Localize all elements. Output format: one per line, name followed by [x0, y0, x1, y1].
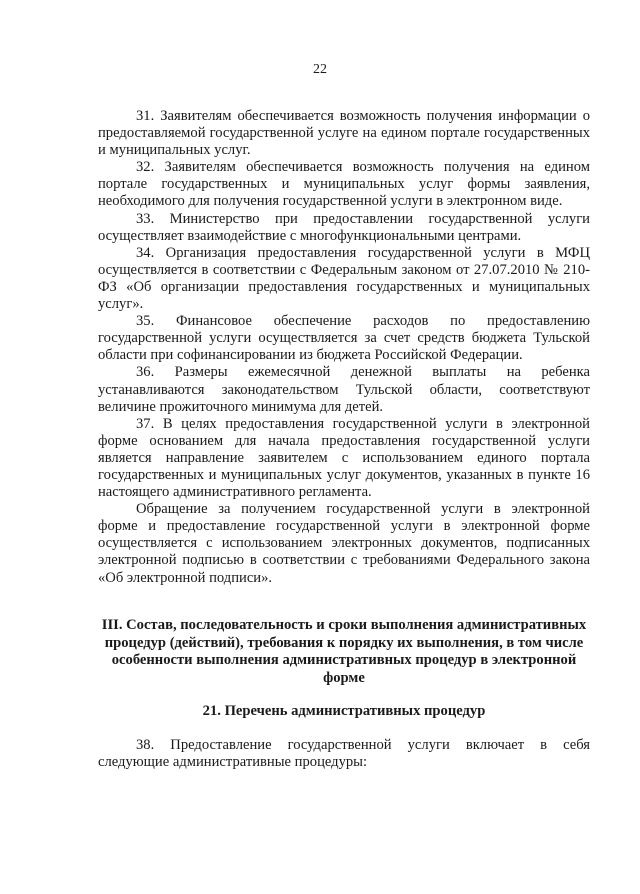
paragraph-38: 38. Предоставление государственной услуги включает в себя следующие административные процедуры:	[98, 737, 590, 771]
section-heading: III. Состав, последовательность и сроки выполнения административных процедур (действий), требования к порядку их выполнения, в том числе особенности выполнения административных процедур в электронной форме	[101, 617, 587, 686]
paragraph-electronic-form: Обращение за получением государственной услуги в электронной форме и предоставление государственной услуги в электронной форме осуществляется с использованием электронных документов, подписанных электронной подписью в соответствии с требованиями Федерального закона «Об электронной подписи».	[98, 501, 590, 586]
paragraph-36: 36. Размеры ежемесячной денежной выплаты на ребенка устанавливаются законодательством Тульской области, соответствуют величине прожиточного минимума для детей.	[98, 364, 590, 415]
body-text	[98, 108, 590, 587]
paragraph-35: 35. Финансовое обеспечение расходов по предоставлению государственной услуги осуществляется за счет средств бюджета Тульской области при софинансировании из бюджета Российской Федерации.	[98, 313, 590, 364]
paragraph-32: 32. Заявителям обеспечивается возможность получения на едином портале государственных и муниципальных услуг формы заявления, необходимого для получения государственной услуги в электронном виде.	[98, 159, 590, 210]
paragraph-33: 33. Министерство при предоставлении государственной услуги осуществляет взаимодействие с многофункциональными центрами.	[98, 210, 590, 244]
subsection-heading: 21. Перечень административных процедур	[202, 703, 486, 719]
paragraph-34: 34. Организация предоставления государственной услуги в МФЦ осуществляется в соответствии с Федеральным законом от 27.07.2010 № 210-ФЗ «Об организации предоставления государственных и муниципальных услуг».	[98, 244, 590, 313]
paragraph-31: 31. Заявителям обеспечивается возможность получения информации о предоставляемой государственной услуге на едином портале государственных и муниципальных услуг.	[98, 108, 590, 159]
page-number: 22	[313, 62, 327, 77]
paragraph-37: 37. В целях предоставления государственной услуги в электронной форме основанием для начала предоставления государственной услуги является направление заявителем с использованием единого портала государственных и муниципальных услуг документов, указанных в пункте 16 настоящего административного регламента.	[98, 415, 590, 501]
